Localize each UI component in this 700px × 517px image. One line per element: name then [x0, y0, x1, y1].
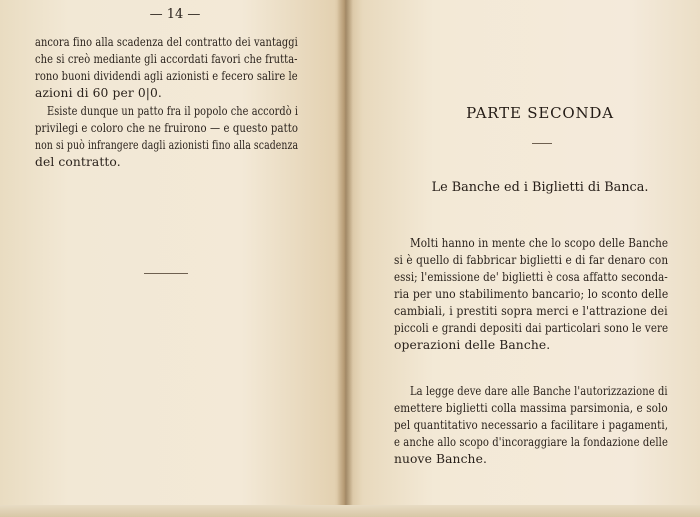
text-line: cambiali, i prestiti sopra merci e l'attrazione dei: [394, 304, 668, 318]
text-line: azioni di 60 per 0|0.: [35, 86, 162, 100]
text-line: piccoli e grandi depositi dai particolari sono le vere: [394, 321, 669, 335]
text-line: pel quantitativo necessario a facilitare i pagamenti,: [394, 418, 669, 432]
text-line: e anche allo scopo d'incoraggiare la fondazione delle: [394, 435, 668, 449]
chapter-title: Le Banche ed i Biglietti di Banca.: [431, 180, 649, 195]
text-line: essi; l'emissione de' biglietti è cosa affatto seconda-: [394, 270, 668, 284]
text-line: che si creò mediante gli accordati favori che frutta-: [35, 52, 298, 66]
text-line: ancora fino alla scadenza del contratto dei vantaggi: [35, 35, 298, 49]
text-line: emettere biglietti colla massima parsimonia, e solo: [394, 401, 668, 415]
text-line: La legge deve dare alle Banche l'autorizzazione di: [410, 384, 668, 398]
text-line: nuove Banche.: [394, 452, 487, 466]
text-line: operazioni delle Banche.: [394, 338, 551, 352]
text-line: Molti hanno in mente che lo scopo delle Banche: [410, 236, 669, 250]
text-line: ria per uno stabilimento bancario; lo sconto delle: [394, 287, 669, 301]
page-number: — 14 —: [149, 7, 201, 22]
text-line: Esiste dunque un patto fra il popolo che accordò i: [47, 104, 299, 118]
text-line: si è quello di fabbricar biglietti e di far denaro con: [394, 253, 669, 267]
text-line: del contratto.: [35, 155, 121, 169]
text-line: non si può infrangere dagli azionisti fino alla scadenza: [35, 138, 299, 152]
heading-rule: [532, 143, 552, 144]
section-heading: PARTE SECONDA: [466, 104, 614, 122]
section-rule: [144, 273, 188, 274]
text-line: privilegi e coloro che ne fruirono — e questo patto: [35, 121, 299, 135]
page-bottom-edge: [0, 505, 700, 517]
book-gutter: [337, 0, 353, 517]
text-line: rono buoni dividendi agli azionisti e fecero salire le: [35, 69, 298, 83]
